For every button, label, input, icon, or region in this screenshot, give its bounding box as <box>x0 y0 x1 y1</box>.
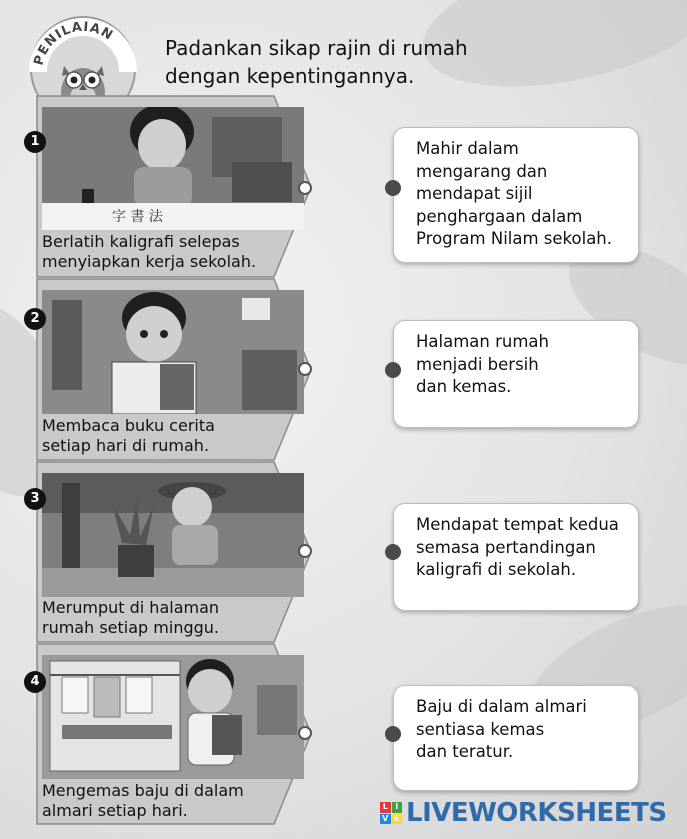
instruction-line-1: Padankan sikap rajin di rumah <box>165 36 468 60</box>
answer-3-text: Mendapat tempat kedua semasa pertandingan kaligrafi di sekolah. <box>416 515 619 579</box>
logo-letter: V <box>380 814 391 825</box>
question-card-3 <box>36 461 312 643</box>
match-dot-left-2[interactable] <box>298 362 312 376</box>
caption-1-line-2: menyiapkan kerja sekolah. <box>42 252 257 271</box>
liveworksheets-logo[interactable] <box>380 798 667 828</box>
question-card-4 <box>36 643 312 825</box>
caption-4 <box>42 781 282 821</box>
badge-text: PENILAIAN <box>31 19 116 68</box>
answer-1-text: Mahir dalam mengarang dan mendapat sijil penghargaan dalam Program Nilam sekolah. <box>416 139 613 248</box>
svg-text:字 書 法: 字 書 法 <box>112 209 163 225</box>
caption-1 <box>42 232 282 272</box>
caption-1-line-1: Berlatih kaligrafi selepas <box>42 232 240 251</box>
number-badge-3: 3 <box>24 488 46 510</box>
caption-4-line-2: almari setiap hari. <box>42 801 188 820</box>
logo-letter: L <box>380 802 391 813</box>
answer-box-3 <box>393 503 639 611</box>
number-badge-4: 4 <box>24 671 46 693</box>
instruction-title <box>165 34 468 90</box>
answer-box-1 <box>393 127 639 263</box>
match-dot-right-1[interactable] <box>385 180 401 196</box>
match-dot-left-4[interactable] <box>298 726 312 740</box>
caption-4-line-1: Mengemas baju di dalam <box>42 781 244 800</box>
match-dot-right-4[interactable] <box>385 726 401 742</box>
calligraphy-girl-picture <box>42 107 304 230</box>
wardrobe-boy-picture <box>42 655 304 779</box>
instruction-line-2: dengan kepentingannya. <box>165 64 415 88</box>
caption-3 <box>42 598 282 638</box>
caption-2-line-2: setiap hari di rumah. <box>42 436 210 455</box>
number-badge-2: 2 <box>24 308 46 330</box>
number-badge-1: 1 <box>24 131 46 153</box>
answer-4-text: Baju di dalam almari sentiasa kemas dan teratur. <box>416 697 587 761</box>
answer-2-text: Halaman rumah menjadi bersih dan kemas. <box>416 332 549 396</box>
brand-name: LIVEWORKSHEETS <box>406 798 667 828</box>
match-dot-right-2[interactable] <box>385 362 401 378</box>
match-dot-left-3[interactable] <box>298 544 312 558</box>
caption-2 <box>42 416 282 456</box>
logo-letter: I <box>392 802 403 813</box>
question-card-1 <box>36 95 312 278</box>
question-card-2 <box>36 278 312 461</box>
reading-boy-picture <box>42 290 304 414</box>
answer-box-2 <box>393 320 639 428</box>
caption-3-line-1: Merumput di halaman <box>42 598 220 617</box>
logo-letter: E <box>392 814 403 825</box>
match-dot-left-1[interactable] <box>298 181 312 195</box>
caption-2-line-1: Membaca buku cerita <box>42 416 215 435</box>
answer-box-4 <box>393 685 639 791</box>
match-dot-right-3[interactable] <box>385 544 401 560</box>
liveworksheets-icon <box>380 802 402 824</box>
gardening-boy-picture <box>42 473 304 597</box>
caption-3-line-2: rumah setiap minggu. <box>42 618 219 637</box>
